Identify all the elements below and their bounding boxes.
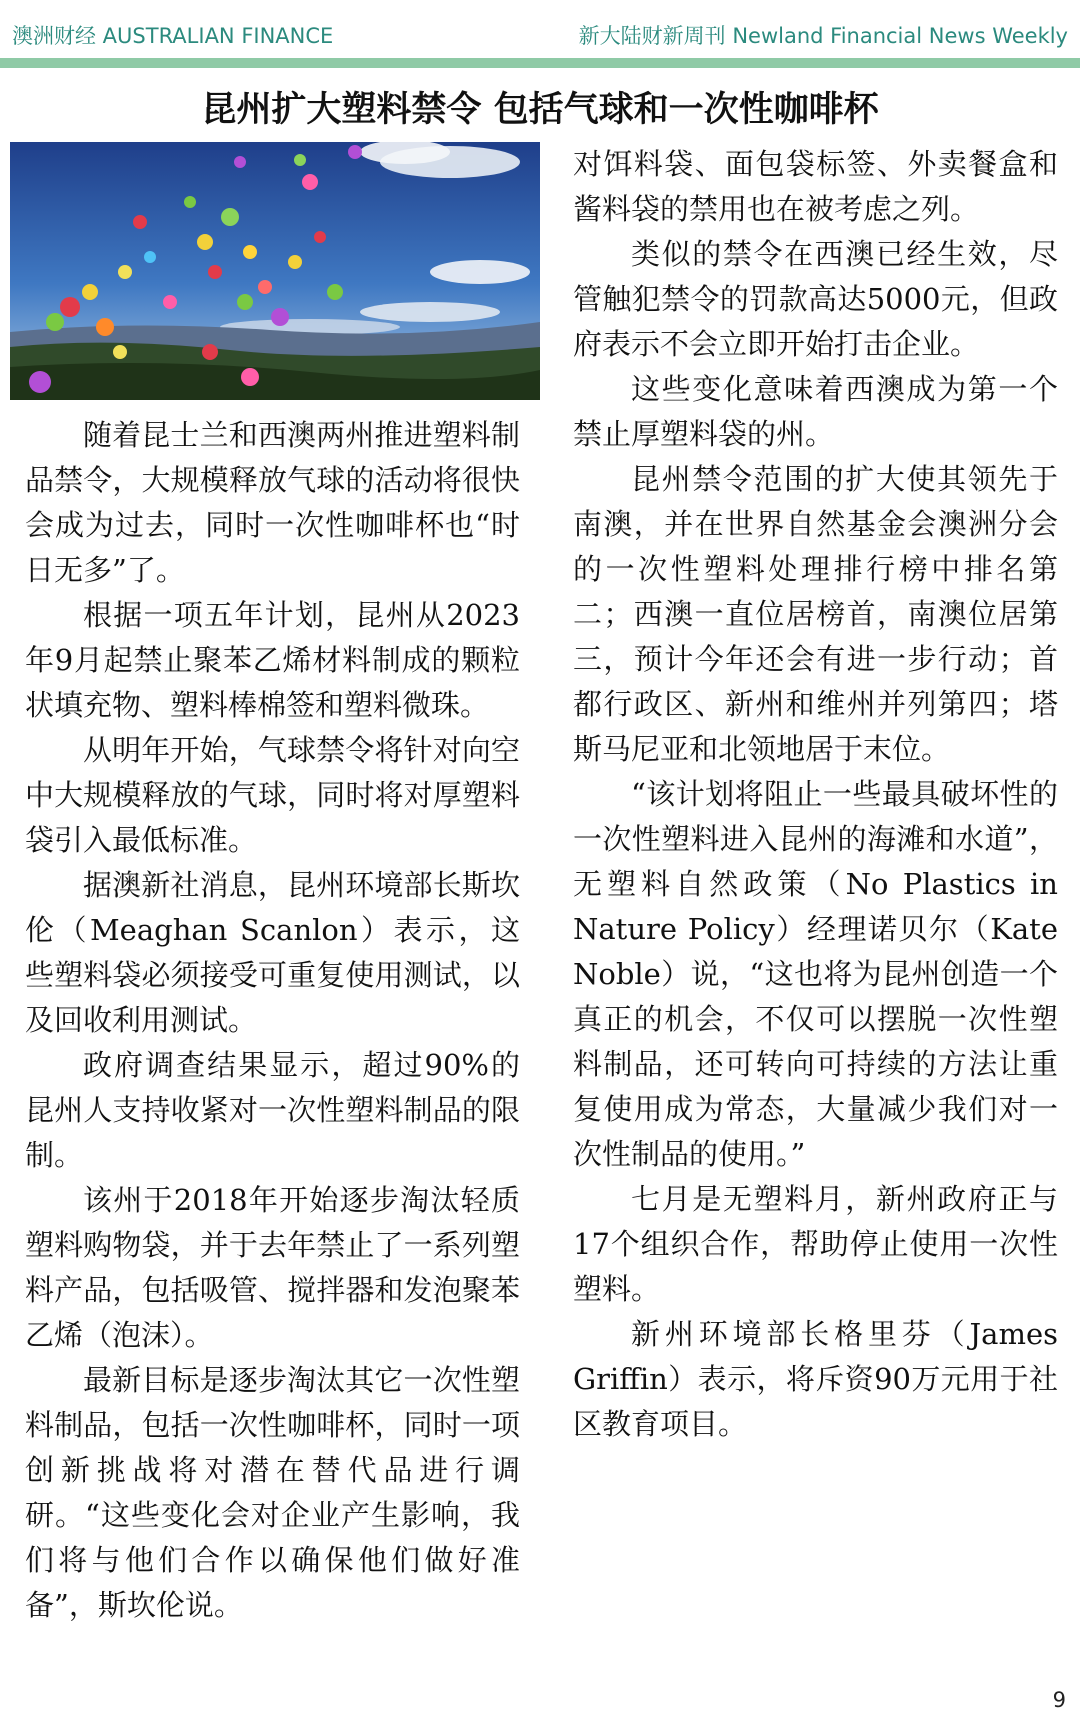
article-headline: 昆州扩大塑料禁令 包括气球和一次性咖啡杯 [201, 89, 879, 130]
balloons-photo [10, 142, 540, 400]
article-paragraph: 类似的禁令在西澳已经生效，尽管触犯禁令的罚款高达5000元，但政府表示不会立即开始打击企业。 [573, 237, 1058, 361]
article-paragraph: 新州环境部长格里芬（James Griffin）表示，将斥资90万元用于社区教育项目。 [573, 1317, 1058, 1441]
article-paragraph: 最新目标是逐步淘汰其它一次性塑料制品，包括一次性咖啡杯，同时一项创新挑战将对潜在替代品进行调研。“这些变化会对企业产生影响，我们将与他们合作以确保他们做好准备”，斯坎伦说。 [25, 1363, 520, 1622]
article-paragraph: 这些变化意味着西澳成为第一个禁止厚塑料袋的州。 [573, 372, 1058, 451]
article-paragraph: 从明年开始，气球禁令将针对向空中大规模释放的气球，同时将对厚塑料袋引入最低标准。 [25, 733, 520, 857]
article-paragraph: 根据一项五年计划，昆州从2023年9月起禁止聚苯乙烯材料制成的颗粒状填充物、塑料棒棉签和塑料微珠。 [25, 598, 520, 722]
publication-name: 澳洲财经 AUSTRALIAN FINANCE [12, 24, 334, 48]
magazine-name: 新大陆财新周刊 Newland Financial News Weekly [578, 24, 1068, 48]
article-paragraph-continued: 对饵料袋、面包袋标签、外卖餐盒和酱料袋的禁用也在被考虑之列。 [573, 147, 1058, 226]
page-number: 9 [1052, 1688, 1066, 1712]
header-rule [0, 58, 1080, 68]
article-paragraph: “该计划将阻止一些最具破坏性的一次性塑料进入昆州的海滩和水道”，无塑料自然政策（No Plastics in Nature Policy）经理诺贝尔（Kate Noble）说，“这也将为昆州创造一个真正的机会，不仅可以摆脱一次性塑料制品，还可转向可持续的方法让重复使用成为常态，大量减少我们对一次性制品的使用。” [573, 777, 1058, 1171]
article-paragraph: 七月是无塑料月，新州政府正与17个组织合作，帮助停止使用一次性塑料。 [573, 1182, 1058, 1306]
article-paragraph: 据澳新社消息，昆州环境部长斯坎伦（Meaghan Scanlon）表示，这些塑料袋必须接受可重复使用测试，以及回收利用测试。 [25, 868, 520, 1037]
article-right-column [573, 142, 1058, 1447]
page-header [0, 0, 1080, 58]
article-paragraph: 该州于2018年开始逐步淘汰轻质塑料购物袋，并于去年禁止了一系列塑料产品，包括吸管、搅拌器和发泡聚苯乙烯（泡沫）。 [25, 1183, 520, 1352]
article-paragraph: 随着昆士兰和西澳两州推进塑料制品禁令，大规模释放气球的活动将很快会成为过去，同时一次性咖啡杯也“时日无多”了。 [25, 418, 520, 587]
article-paragraph: 政府调查结果显示，超过90%的昆州人支持收紧对一次性塑料制品的限制。 [25, 1048, 520, 1172]
article-paragraph: 昆州禁令范围的扩大使其领先于南澳，并在世界自然基金会澳洲分会的一次性塑料处理排行榜中排名第二；西澳一直位居榜首，南澳位居第三，预计今年还会有进一步行动；首都行政区、新州和维州并列第四；塔斯马尼亚和北领地居于末位。 [573, 462, 1058, 766]
article-left-column [25, 413, 520, 1628]
